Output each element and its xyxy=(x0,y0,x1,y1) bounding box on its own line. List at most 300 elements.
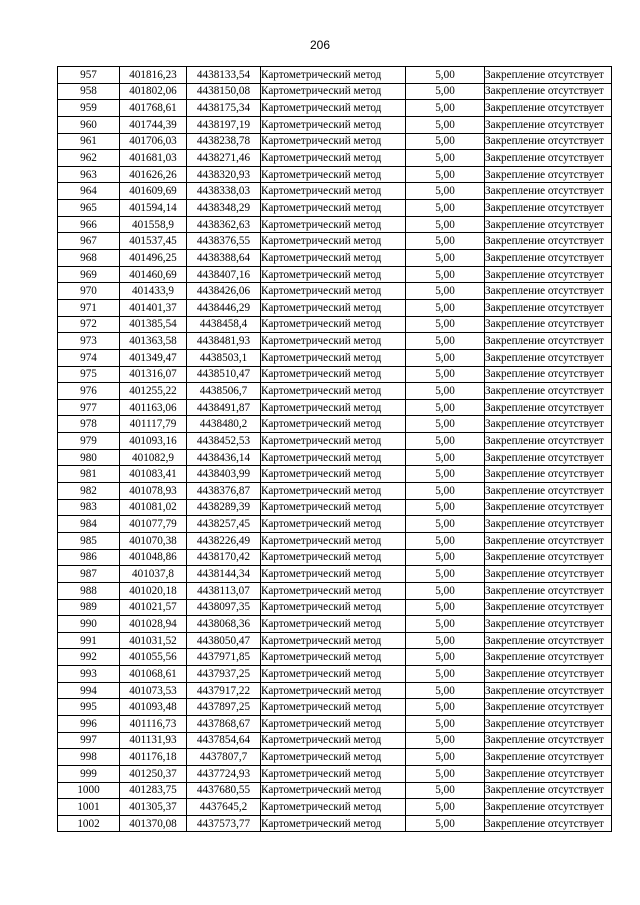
point-number-cell: 1001 xyxy=(58,799,120,816)
y-coordinate-cell: 4437897,25 xyxy=(187,699,261,716)
y-coordinate-cell: 4437971,85 xyxy=(187,649,261,666)
x-coordinate-cell: 401093,16 xyxy=(120,433,187,450)
fixation-cell: Закрепление отсутствует xyxy=(485,333,612,350)
error-cell: 5,00 xyxy=(406,399,485,416)
method-cell: Картометрический метод xyxy=(261,200,406,217)
fixation-cell: Закрепление отсутствует xyxy=(485,83,612,100)
error-cell: 5,00 xyxy=(406,682,485,699)
fixation-cell: Закрепление отсутствует xyxy=(485,632,612,649)
fixation-cell: Закрепление отсутствует xyxy=(485,416,612,433)
fixation-cell: Закрепление отсутствует xyxy=(485,449,612,466)
error-cell: 5,00 xyxy=(406,632,485,649)
method-cell: Картометрический метод xyxy=(261,782,406,799)
method-cell: Картометрический метод xyxy=(261,715,406,732)
fixation-cell: Закрепление отсутствует xyxy=(485,383,612,400)
point-number-cell: 968 xyxy=(58,250,120,267)
error-cell: 5,00 xyxy=(406,649,485,666)
fixation-cell: Закрепление отсутствует xyxy=(485,549,612,566)
x-coordinate-cell: 401744,39 xyxy=(120,116,187,133)
point-number-cell: 999 xyxy=(58,765,120,782)
fixation-cell: Закрепление отсутствует xyxy=(485,200,612,217)
table-row xyxy=(58,150,612,167)
x-coordinate-cell: 401558,9 xyxy=(120,216,187,233)
fixation-cell: Закрепление отсутствует xyxy=(485,749,612,766)
fixation-cell: Закрепление отсутствует xyxy=(485,316,612,333)
point-number-cell: 997 xyxy=(58,732,120,749)
fixation-cell: Закрепление отсутствует xyxy=(485,349,612,366)
table-row xyxy=(58,616,612,633)
fixation-cell: Закрепление отсутствует xyxy=(485,715,612,732)
table-row xyxy=(58,133,612,150)
x-coordinate-cell: 401433,9 xyxy=(120,283,187,300)
method-cell: Картометрический метод xyxy=(261,333,406,350)
y-coordinate-cell: 4438226,49 xyxy=(187,532,261,549)
method-cell: Картометрический метод xyxy=(261,566,406,583)
method-cell: Картометрический метод xyxy=(261,666,406,683)
point-number-cell: 984 xyxy=(58,516,120,533)
y-coordinate-cell: 4438175,34 xyxy=(187,100,261,117)
fixation-cell: Закрепление отсутствует xyxy=(485,133,612,150)
error-cell: 5,00 xyxy=(406,200,485,217)
error-cell: 5,00 xyxy=(406,516,485,533)
table-row xyxy=(58,116,612,133)
method-cell: Картометрический метод xyxy=(261,499,406,516)
error-cell: 5,00 xyxy=(406,715,485,732)
table-row xyxy=(58,200,612,217)
table-row xyxy=(58,749,612,766)
method-cell: Картометрический метод xyxy=(261,749,406,766)
y-coordinate-cell: 4437868,67 xyxy=(187,715,261,732)
error-cell: 5,00 xyxy=(406,283,485,300)
x-coordinate-cell: 401176,18 xyxy=(120,749,187,766)
table-row xyxy=(58,566,612,583)
fixation-cell: Закрепление отсутствует xyxy=(485,599,612,616)
error-cell: 5,00 xyxy=(406,466,485,483)
point-number-cell: 965 xyxy=(58,200,120,217)
table-row xyxy=(58,549,612,566)
x-coordinate-cell: 401768,61 xyxy=(120,100,187,117)
x-coordinate-cell: 401401,37 xyxy=(120,299,187,316)
x-coordinate-cell: 401131,93 xyxy=(120,732,187,749)
table-row xyxy=(58,366,612,383)
x-coordinate-cell: 401068,61 xyxy=(120,666,187,683)
fixation-cell: Закрепление отсутствует xyxy=(485,250,612,267)
y-coordinate-cell: 4437854,64 xyxy=(187,732,261,749)
table-row xyxy=(58,100,612,117)
fixation-cell: Закрепление отсутствует xyxy=(485,765,612,782)
table-row xyxy=(58,732,612,749)
error-cell: 5,00 xyxy=(406,549,485,566)
x-coordinate-cell: 401594,14 xyxy=(120,200,187,217)
table-row xyxy=(58,283,612,300)
error-cell: 5,00 xyxy=(406,183,485,200)
error-cell: 5,00 xyxy=(406,765,485,782)
point-number-cell: 975 xyxy=(58,366,120,383)
y-coordinate-cell: 4438113,07 xyxy=(187,582,261,599)
table-row xyxy=(58,183,612,200)
method-cell: Картометрический метод xyxy=(261,599,406,616)
error-cell: 5,00 xyxy=(406,666,485,683)
fixation-cell: Закрепление отсутствует xyxy=(485,266,612,283)
y-coordinate-cell: 4438289,39 xyxy=(187,499,261,516)
fixation-cell: Закрепление отсутствует xyxy=(485,582,612,599)
y-coordinate-cell: 4437917,22 xyxy=(187,682,261,699)
table-row xyxy=(58,499,612,516)
error-cell: 5,00 xyxy=(406,333,485,350)
error-cell: 5,00 xyxy=(406,616,485,633)
method-cell: Картометрический метод xyxy=(261,266,406,283)
method-cell: Картометрический метод xyxy=(261,416,406,433)
point-number-cell: 961 xyxy=(58,133,120,150)
y-coordinate-cell: 4438133,54 xyxy=(187,67,261,84)
method-cell: Картометрический метод xyxy=(261,283,406,300)
x-coordinate-cell: 401048,86 xyxy=(120,549,187,566)
table-row xyxy=(58,316,612,333)
y-coordinate-cell: 4438338,03 xyxy=(187,183,261,200)
error-cell: 5,00 xyxy=(406,67,485,84)
point-number-cell: 992 xyxy=(58,649,120,666)
fixation-cell: Закрепление отсутствует xyxy=(485,699,612,716)
point-number-cell: 963 xyxy=(58,166,120,183)
point-number-cell: 971 xyxy=(58,299,120,316)
error-cell: 5,00 xyxy=(406,349,485,366)
x-coordinate-cell: 401070,38 xyxy=(120,532,187,549)
y-coordinate-cell: 4438271,46 xyxy=(187,150,261,167)
y-coordinate-cell: 4438481,93 xyxy=(187,333,261,350)
fixation-cell: Закрепление отсутствует xyxy=(485,616,612,633)
y-coordinate-cell: 4438376,87 xyxy=(187,483,261,500)
x-coordinate-cell: 401537,45 xyxy=(120,233,187,250)
error-cell: 5,00 xyxy=(406,582,485,599)
y-coordinate-cell: 4437645,2 xyxy=(187,799,261,816)
table-row xyxy=(58,416,612,433)
method-cell: Картометрический метод xyxy=(261,216,406,233)
point-number-cell: 990 xyxy=(58,616,120,633)
table-row xyxy=(58,799,612,816)
error-cell: 5,00 xyxy=(406,815,485,832)
y-coordinate-cell: 4438238,78 xyxy=(187,133,261,150)
table-row xyxy=(58,815,612,832)
y-coordinate-cell: 4438197,19 xyxy=(187,116,261,133)
x-coordinate-cell: 401117,79 xyxy=(120,416,187,433)
error-cell: 5,00 xyxy=(406,100,485,117)
fixation-cell: Закрепление отсутствует xyxy=(485,466,612,483)
fixation-cell: Закрепление отсутствует xyxy=(485,516,612,533)
x-coordinate-cell: 401055,56 xyxy=(120,649,187,666)
point-number-cell: 983 xyxy=(58,499,120,516)
x-coordinate-cell: 401020,18 xyxy=(120,582,187,599)
method-cell: Картометрический метод xyxy=(261,799,406,816)
fixation-cell: Закрепление отсутствует xyxy=(485,433,612,450)
x-coordinate-cell: 401305,37 xyxy=(120,799,187,816)
page-number: 206 xyxy=(309,38,331,52)
method-cell: Картометрический метод xyxy=(261,516,406,533)
x-coordinate-cell: 401349,47 xyxy=(120,349,187,366)
fixation-cell: Закрепление отсутствует xyxy=(485,399,612,416)
method-cell: Картометрический метод xyxy=(261,150,406,167)
fixation-cell: Закрепление отсутствует xyxy=(485,100,612,117)
point-number-cell: 958 xyxy=(58,83,120,100)
x-coordinate-cell: 401021,57 xyxy=(120,599,187,616)
error-cell: 5,00 xyxy=(406,266,485,283)
y-coordinate-cell: 4437937,25 xyxy=(187,666,261,683)
y-coordinate-cell: 4438426,06 xyxy=(187,283,261,300)
table-row xyxy=(58,532,612,549)
point-number-cell: 998 xyxy=(58,749,120,766)
x-coordinate-cell: 401316,07 xyxy=(120,366,187,383)
point-number-cell: 962 xyxy=(58,150,120,167)
x-coordinate-cell: 401706,03 xyxy=(120,133,187,150)
x-coordinate-cell: 401028,94 xyxy=(120,616,187,633)
table-row xyxy=(58,466,612,483)
method-cell: Картометрический метод xyxy=(261,682,406,699)
y-coordinate-cell: 4438376,55 xyxy=(187,233,261,250)
method-cell: Картометрический метод xyxy=(261,649,406,666)
table-row xyxy=(58,649,612,666)
point-number-cell: 970 xyxy=(58,283,120,300)
fixation-cell: Закрепление отсутствует xyxy=(485,283,612,300)
y-coordinate-cell: 4438388,64 xyxy=(187,250,261,267)
error-cell: 5,00 xyxy=(406,449,485,466)
method-cell: Картометрический метод xyxy=(261,166,406,183)
method-cell: Картометрический метод xyxy=(261,299,406,316)
error-cell: 5,00 xyxy=(406,116,485,133)
table-row xyxy=(58,216,612,233)
point-number-cell: 977 xyxy=(58,399,120,416)
y-coordinate-cell: 4438257,45 xyxy=(187,516,261,533)
coordinates-table xyxy=(57,66,612,832)
x-coordinate-cell: 401283,75 xyxy=(120,782,187,799)
method-cell: Картометрический метод xyxy=(261,383,406,400)
y-coordinate-cell: 4437680,55 xyxy=(187,782,261,799)
table-row xyxy=(58,666,612,683)
error-cell: 5,00 xyxy=(406,749,485,766)
point-number-cell: 981 xyxy=(58,466,120,483)
y-coordinate-cell: 4438068,36 xyxy=(187,616,261,633)
x-coordinate-cell: 401385,54 xyxy=(120,316,187,333)
x-coordinate-cell: 401626,26 xyxy=(120,166,187,183)
y-coordinate-cell: 4438403,99 xyxy=(187,466,261,483)
method-cell: Картометрический метод xyxy=(261,83,406,100)
fixation-cell: Закрепление отсутствует xyxy=(485,483,612,500)
method-cell: Картометрический метод xyxy=(261,483,406,500)
table-row xyxy=(58,333,612,350)
x-coordinate-cell: 401681,03 xyxy=(120,150,187,167)
point-number-cell: 973 xyxy=(58,333,120,350)
x-coordinate-cell: 401609,69 xyxy=(120,183,187,200)
fixation-cell: Закрепление отсутствует xyxy=(485,150,612,167)
method-cell: Картометрический метод xyxy=(261,233,406,250)
point-number-cell: 967 xyxy=(58,233,120,250)
x-coordinate-cell: 401116,73 xyxy=(120,715,187,732)
fixation-cell: Закрепление отсутствует xyxy=(485,799,612,816)
table-row xyxy=(58,682,612,699)
point-number-cell: 994 xyxy=(58,682,120,699)
method-cell: Картометрический метод xyxy=(261,316,406,333)
fixation-cell: Закрепление отсутствует xyxy=(485,183,612,200)
x-coordinate-cell: 401037,8 xyxy=(120,566,187,583)
table-row xyxy=(58,383,612,400)
fixation-cell: Закрепление отсутствует xyxy=(485,366,612,383)
table-row xyxy=(58,715,612,732)
y-coordinate-cell: 4438503,1 xyxy=(187,349,261,366)
table-row xyxy=(58,399,612,416)
method-cell: Картометрический метод xyxy=(261,133,406,150)
method-cell: Картометрический метод xyxy=(261,250,406,267)
table-row xyxy=(58,299,612,316)
method-cell: Картометрический метод xyxy=(261,549,406,566)
point-number-cell: 960 xyxy=(58,116,120,133)
y-coordinate-cell: 4438097,35 xyxy=(187,599,261,616)
method-cell: Картометрический метод xyxy=(261,466,406,483)
method-cell: Картометрический метод xyxy=(261,67,406,84)
error-cell: 5,00 xyxy=(406,166,485,183)
fixation-cell: Закрепление отсутствует xyxy=(485,732,612,749)
error-cell: 5,00 xyxy=(406,433,485,450)
error-cell: 5,00 xyxy=(406,83,485,100)
error-cell: 5,00 xyxy=(406,782,485,799)
x-coordinate-cell: 401077,79 xyxy=(120,516,187,533)
fixation-cell: Закрепление отсутствует xyxy=(485,815,612,832)
table-row xyxy=(58,782,612,799)
point-number-cell: 993 xyxy=(58,666,120,683)
table-row xyxy=(58,582,612,599)
point-number-cell: 991 xyxy=(58,632,120,649)
y-coordinate-cell: 4437573,77 xyxy=(187,815,261,832)
y-coordinate-cell: 4438458,4 xyxy=(187,316,261,333)
x-coordinate-cell: 401073,53 xyxy=(120,682,187,699)
point-number-cell: 959 xyxy=(58,100,120,117)
point-number-cell: 987 xyxy=(58,566,120,583)
x-coordinate-cell: 401078,93 xyxy=(120,483,187,500)
error-cell: 5,00 xyxy=(406,599,485,616)
y-coordinate-cell: 4438446,29 xyxy=(187,299,261,316)
point-number-cell: 982 xyxy=(58,483,120,500)
point-number-cell: 1002 xyxy=(58,815,120,832)
point-number-cell: 995 xyxy=(58,699,120,716)
error-cell: 5,00 xyxy=(406,316,485,333)
method-cell: Картометрический метод xyxy=(261,349,406,366)
fixation-cell: Закрепление отсутствует xyxy=(485,782,612,799)
table-row xyxy=(58,599,612,616)
point-number-cell: 978 xyxy=(58,416,120,433)
error-cell: 5,00 xyxy=(406,366,485,383)
point-number-cell: 966 xyxy=(58,216,120,233)
point-number-cell: 988 xyxy=(58,582,120,599)
method-cell: Картометрический метод xyxy=(261,399,406,416)
point-number-cell: 957 xyxy=(58,67,120,84)
error-cell: 5,00 xyxy=(406,799,485,816)
x-coordinate-cell: 401083,41 xyxy=(120,466,187,483)
table-row xyxy=(58,765,612,782)
point-number-cell: 1000 xyxy=(58,782,120,799)
x-coordinate-cell: 401250,37 xyxy=(120,765,187,782)
point-number-cell: 974 xyxy=(58,349,120,366)
error-cell: 5,00 xyxy=(406,566,485,583)
method-cell: Картометрический метод xyxy=(261,532,406,549)
error-cell: 5,00 xyxy=(406,133,485,150)
fixation-cell: Закрепление отсутствует xyxy=(485,649,612,666)
method-cell: Картометрический метод xyxy=(261,616,406,633)
method-cell: Картометрический метод xyxy=(261,183,406,200)
point-number-cell: 996 xyxy=(58,715,120,732)
point-number-cell: 972 xyxy=(58,316,120,333)
fixation-cell: Закрепление отсутствует xyxy=(485,166,612,183)
x-coordinate-cell: 401031,52 xyxy=(120,632,187,649)
point-number-cell: 985 xyxy=(58,532,120,549)
y-coordinate-cell: 4438362,63 xyxy=(187,216,261,233)
x-coordinate-cell: 401816,23 xyxy=(120,67,187,84)
y-coordinate-cell: 4438050,47 xyxy=(187,632,261,649)
table-row xyxy=(58,83,612,100)
point-number-cell: 979 xyxy=(58,433,120,450)
error-cell: 5,00 xyxy=(406,299,485,316)
table-row xyxy=(58,433,612,450)
error-cell: 5,00 xyxy=(406,416,485,433)
x-coordinate-cell: 401460,69 xyxy=(120,266,187,283)
fixation-cell: Закрепление отсутствует xyxy=(485,666,612,683)
method-cell: Картометрический метод xyxy=(261,732,406,749)
fixation-cell: Закрепление отсутствует xyxy=(485,116,612,133)
y-coordinate-cell: 4438170,42 xyxy=(187,549,261,566)
y-coordinate-cell: 4438491,87 xyxy=(187,399,261,416)
x-coordinate-cell: 401255,22 xyxy=(120,383,187,400)
table-row xyxy=(58,449,612,466)
y-coordinate-cell: 4438506,7 xyxy=(187,383,261,400)
y-coordinate-cell: 4438150,08 xyxy=(187,83,261,100)
fixation-cell: Закрепление отсутствует xyxy=(485,233,612,250)
y-coordinate-cell: 4437807,7 xyxy=(187,749,261,766)
table-body xyxy=(58,67,612,832)
method-cell: Картометрический метод xyxy=(261,582,406,599)
table-row xyxy=(58,166,612,183)
y-coordinate-cell: 4438452,53 xyxy=(187,433,261,450)
fixation-cell: Закрепление отсутствует xyxy=(485,299,612,316)
error-cell: 5,00 xyxy=(406,499,485,516)
y-coordinate-cell: 4438510,47 xyxy=(187,366,261,383)
y-coordinate-cell: 4438348,29 xyxy=(187,200,261,217)
y-coordinate-cell: 4438436,14 xyxy=(187,449,261,466)
method-cell: Картометрический метод xyxy=(261,116,406,133)
x-coordinate-cell: 401802,06 xyxy=(120,83,187,100)
table-row xyxy=(58,699,612,716)
method-cell: Картометрический метод xyxy=(261,699,406,716)
fixation-cell: Закрепление отсутствует xyxy=(485,532,612,549)
table-row xyxy=(58,250,612,267)
x-coordinate-cell: 401496,25 xyxy=(120,250,187,267)
fixation-cell: Закрепление отсутствует xyxy=(485,566,612,583)
y-coordinate-cell: 4438320,93 xyxy=(187,166,261,183)
table-row xyxy=(58,349,612,366)
error-cell: 5,00 xyxy=(406,532,485,549)
y-coordinate-cell: 4438144,34 xyxy=(187,566,261,583)
point-number-cell: 964 xyxy=(58,183,120,200)
y-coordinate-cell: 4438407,16 xyxy=(187,266,261,283)
method-cell: Картометрический метод xyxy=(261,433,406,450)
method-cell: Картометрический метод xyxy=(261,765,406,782)
y-coordinate-cell: 4437724,93 xyxy=(187,765,261,782)
point-number-cell: 986 xyxy=(58,549,120,566)
x-coordinate-cell: 401081,02 xyxy=(120,499,187,516)
method-cell: Картометрический метод xyxy=(261,632,406,649)
x-coordinate-cell: 401093,48 xyxy=(120,699,187,716)
x-coordinate-cell: 401163,06 xyxy=(120,399,187,416)
method-cell: Картометрический метод xyxy=(261,815,406,832)
error-cell: 5,00 xyxy=(406,383,485,400)
error-cell: 5,00 xyxy=(406,150,485,167)
error-cell: 5,00 xyxy=(406,250,485,267)
table-row xyxy=(58,266,612,283)
